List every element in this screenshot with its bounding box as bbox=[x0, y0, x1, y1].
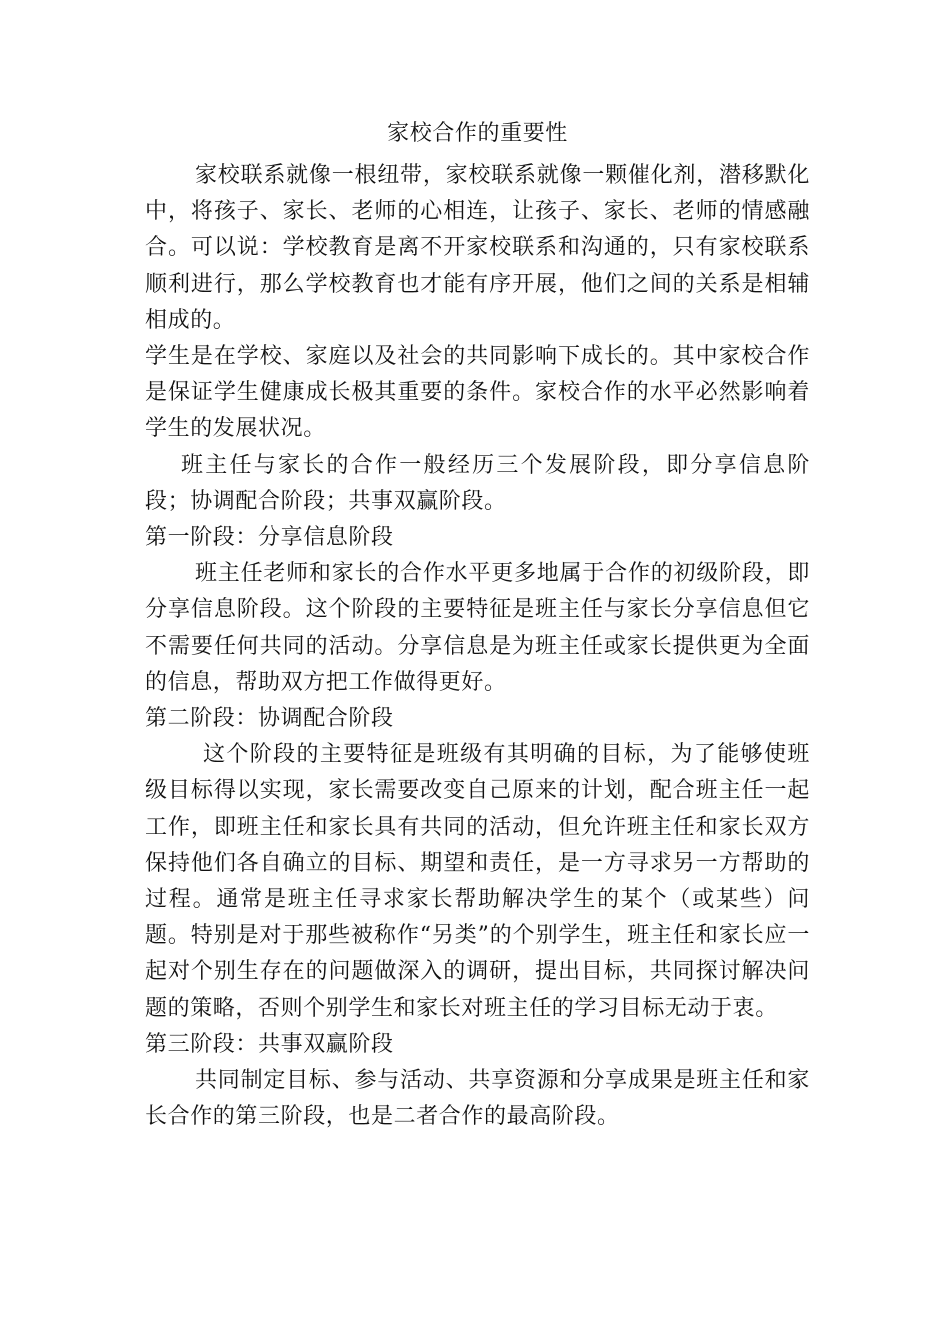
document-title: 家校合作的重要性 bbox=[387, 121, 568, 146]
stage3-heading: 第三阶段：共事双赢阶段 bbox=[145, 1031, 394, 1057]
stage3-paragraph: 共同制定目标、参与活动、共享资源和分享成果是班主任和家长合作的第三阶段，也是二者合作的最高阶段。 bbox=[145, 1068, 810, 1130]
document-body bbox=[145, 110, 810, 1135]
stage1-paragraph: 班主任老师和家长的合作水平更多地属于合作的初级阶段，即分享信息阶段。这个阶段的主要特征是班主任与家长分享信息但它不需要任何共同的活动。分享信息是为班主任或家长提供更为全面的信息，帮助双方把工作做得更好。 bbox=[145, 561, 810, 695]
stage2-heading: 第二阶段：协调配合阶段 bbox=[145, 706, 394, 732]
intro-paragraph: 家校联系就像一根纽带，家校联系就像一颗催化剂，潜移默化中，将孩子、家长、老师的心相连，让孩子、家长、老师的情感融合。可以说：学校教育是离不开家校联系和沟通的，只有家校联系顺利进行，那么学校教育也才能有序开展，他们之间的关系是相辅相成的。 bbox=[145, 163, 810, 333]
stage1-heading: 第一阶段：分享信息阶段 bbox=[145, 525, 394, 551]
context-paragraph: 学生是在学校、家庭以及社会的共同影响下成长的。其中家校合作是保证学生健康成长极其重要的条件。家校合作的水平必然影响着学生的发展状况。 bbox=[145, 344, 810, 442]
stages-overview-paragraph: 班主任与家长的合作一般经历三个发展阶段，即分享信息阶段；协调配合阶段；共事双赢阶段。 bbox=[145, 452, 810, 514]
stage2-paragraph: 这个阶段的主要特征是班级有其明确的目标，为了能够使班级目标得以实现，家长需要改变自己原来的计划，配合班主任一起工作，即班主任和家长具有共同的活动，但允许班主任和家长双方保持他们各自确立的目标、期望和责任，是一方寻求另一方帮助的过程。通常是班主任寻求家长帮助解决学生的某个（或某些）问题。特别是对于那些被称作“另类”的个别学生，班主任和家长应一起对个别生存在的问题做深入的调研，提出目标，共同探讨解决问题的策略，否则个别学生和家长对班主任的学习目标无动于衷。 bbox=[145, 742, 810, 1021]
